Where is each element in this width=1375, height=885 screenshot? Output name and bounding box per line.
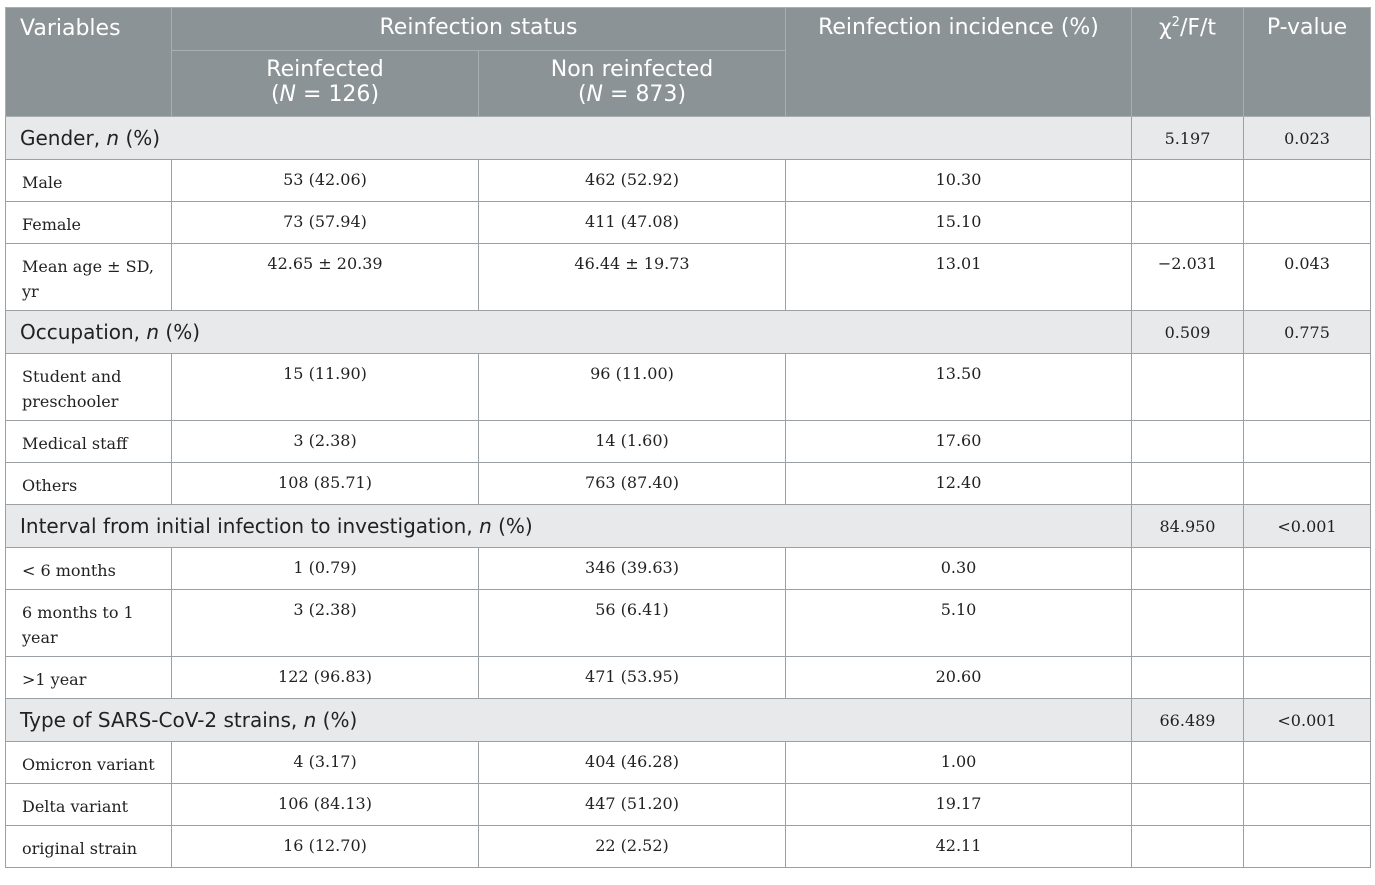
table-row — [6, 590, 1371, 657]
cell-incidence: 13.01 — [786, 244, 1132, 311]
cell-statistic: −2.031 — [1132, 244, 1244, 311]
row-label: original strain — [6, 826, 172, 868]
cell-non-reinfected: 404 (46.28) — [479, 742, 786, 784]
row-label: Female — [6, 202, 172, 244]
cell-reinfected: 16 (12.70) — [172, 826, 479, 868]
row-label: 6 months to 1 year — [6, 590, 172, 657]
section-statistic: 84.950 — [1132, 505, 1244, 548]
cell-p-value — [1244, 590, 1371, 657]
cell-incidence: 20.60 — [786, 657, 1132, 699]
cell-incidence: 1.00 — [786, 742, 1132, 784]
header-reinfection-status: Reinfection status — [172, 8, 786, 51]
cell-statistic — [1132, 354, 1244, 421]
cell-non-reinfected: 447 (51.20) — [479, 784, 786, 826]
section-title — [6, 699, 1132, 742]
cell-non-reinfected: 411 (47.08) — [479, 202, 786, 244]
cell-incidence: 15.10 — [786, 202, 1132, 244]
cell-incidence: 13.50 — [786, 354, 1132, 421]
cell-reinfected: 15 (11.90) — [172, 354, 479, 421]
header-chi-square — [1132, 8, 1244, 117]
section-title-text: Occupation, — [20, 320, 141, 344]
section-title-text: Interval from initial infection to investigation, — [20, 514, 473, 538]
section-title — [6, 117, 1132, 160]
header-variables: Variables — [6, 8, 172, 117]
header-non-reinfected-n: 873 — [635, 82, 678, 107]
cell-statistic — [1132, 202, 1244, 244]
chi-symbol: χ — [1158, 15, 1172, 41]
section-title — [6, 505, 1132, 548]
cell-statistic — [1132, 590, 1244, 657]
header-reinfected-n: 126 — [328, 82, 371, 107]
cell-reinfected: 42.65 ± 20.39 — [172, 244, 479, 311]
row-label: Medical staff — [6, 421, 172, 463]
cell-p-value — [1244, 160, 1371, 202]
cell-non-reinfected: 46.44 ± 19.73 — [479, 244, 786, 311]
cell-p-value: 0.043 — [1244, 244, 1371, 311]
section-n-percent: n (%) — [303, 708, 358, 732]
row-label: < 6 months — [6, 548, 172, 590]
cell-incidence: 19.17 — [786, 784, 1132, 826]
section-p-value: 0.775 — [1244, 311, 1371, 354]
table-row — [6, 742, 1371, 784]
cell-p-value — [1244, 826, 1371, 868]
cell-incidence: 17.60 — [786, 421, 1132, 463]
section-n-percent: n (%) — [106, 126, 161, 150]
cell-p-value — [1244, 463, 1371, 505]
chi-superscript: 2 — [1171, 15, 1180, 30]
cell-statistic — [1132, 548, 1244, 590]
cell-non-reinfected: 22 (2.52) — [479, 826, 786, 868]
cell-p-value — [1244, 657, 1371, 699]
cell-statistic — [1132, 463, 1244, 505]
cell-reinfected: 108 (85.71) — [172, 463, 479, 505]
table-row — [6, 354, 1371, 421]
table-row — [6, 160, 1371, 202]
section-title — [6, 311, 1132, 354]
section-p-value: 0.023 — [1244, 117, 1371, 160]
cell-non-reinfected: 462 (52.92) — [479, 160, 786, 202]
section-statistic: 66.489 — [1132, 699, 1244, 742]
cell-p-value — [1244, 354, 1371, 421]
section-row — [6, 505, 1371, 548]
cell-reinfected: 53 (42.06) — [172, 160, 479, 202]
reinfection-table — [5, 7, 1371, 868]
cell-non-reinfected: 96 (11.00) — [479, 354, 786, 421]
cell-incidence: 10.30 — [786, 160, 1132, 202]
cell-non-reinfected: 56 (6.41) — [479, 590, 786, 657]
cell-statistic — [1132, 826, 1244, 868]
section-statistic: 5.197 — [1132, 117, 1244, 160]
cell-non-reinfected: 346 (39.63) — [479, 548, 786, 590]
cell-p-value — [1244, 202, 1371, 244]
section-n-percent: n (%) — [479, 514, 533, 538]
table-header — [6, 8, 1371, 117]
row-label: Mean age ± SD, yr — [6, 244, 172, 311]
section-title-text: Type of SARS-CoV-2 strains, — [20, 708, 298, 732]
cell-incidence: 12.40 — [786, 463, 1132, 505]
table-row — [6, 421, 1371, 463]
section-statistic: 0.509 — [1132, 311, 1244, 354]
cell-incidence: 5.10 — [786, 590, 1132, 657]
row-label: Student and preschooler — [6, 354, 172, 421]
header-reinfected: Reinfected (N = 126) — [172, 51, 479, 117]
section-p-value: <0.001 — [1244, 505, 1371, 548]
table-row — [6, 784, 1371, 826]
table-row — [6, 826, 1371, 868]
section-title-text: Gender, — [20, 126, 101, 150]
cell-reinfected: 106 (84.13) — [172, 784, 479, 826]
header-reinfection-incidence: Reinfection incidence (%) — [786, 8, 1132, 117]
cell-non-reinfected: 763 (87.40) — [479, 463, 786, 505]
row-label: Omicron variant — [6, 742, 172, 784]
cell-incidence: 42.11 — [786, 826, 1132, 868]
cell-reinfected: 1 (0.79) — [172, 548, 479, 590]
table-row — [6, 463, 1371, 505]
cell-p-value — [1244, 784, 1371, 826]
table-body — [6, 117, 1371, 868]
section-row — [6, 311, 1371, 354]
section-row — [6, 699, 1371, 742]
section-n-percent: n (%) — [146, 320, 201, 344]
cell-reinfected: 73 (57.94) — [172, 202, 479, 244]
header-reinfected-label: Reinfected — [266, 57, 384, 82]
header-non-reinfected-label: Non reinfected — [550, 57, 714, 82]
cell-reinfected: 3 (2.38) — [172, 421, 479, 463]
cell-non-reinfected: 471 (53.95) — [479, 657, 786, 699]
table-row — [6, 202, 1371, 244]
row-label: >1 year — [6, 657, 172, 699]
row-label: Delta variant — [6, 784, 172, 826]
cell-reinfected: 3 (2.38) — [172, 590, 479, 657]
cell-statistic — [1132, 784, 1244, 826]
row-label: Male — [6, 160, 172, 202]
table-row — [6, 548, 1371, 590]
cell-p-value — [1244, 421, 1371, 463]
cell-incidence: 0.30 — [786, 548, 1132, 590]
header-non-reinfected: Non reinfected (N = 873) — [479, 51, 786, 117]
cell-statistic — [1132, 657, 1244, 699]
cell-p-value — [1244, 742, 1371, 784]
cell-statistic — [1132, 421, 1244, 463]
row-label: Others — [6, 463, 172, 505]
chi-rest: /F/t — [1179, 15, 1217, 41]
cell-statistic — [1132, 742, 1244, 784]
section-row — [6, 117, 1371, 160]
cell-statistic — [1132, 160, 1244, 202]
cell-p-value — [1244, 548, 1371, 590]
table-row — [6, 244, 1371, 311]
header-p-value: P-value — [1244, 8, 1371, 117]
cell-reinfected: 4 (3.17) — [172, 742, 479, 784]
cell-non-reinfected: 14 (1.60) — [479, 421, 786, 463]
cell-reinfected: 122 (96.83) — [172, 657, 479, 699]
section-p-value: <0.001 — [1244, 699, 1371, 742]
table-row — [6, 657, 1371, 699]
